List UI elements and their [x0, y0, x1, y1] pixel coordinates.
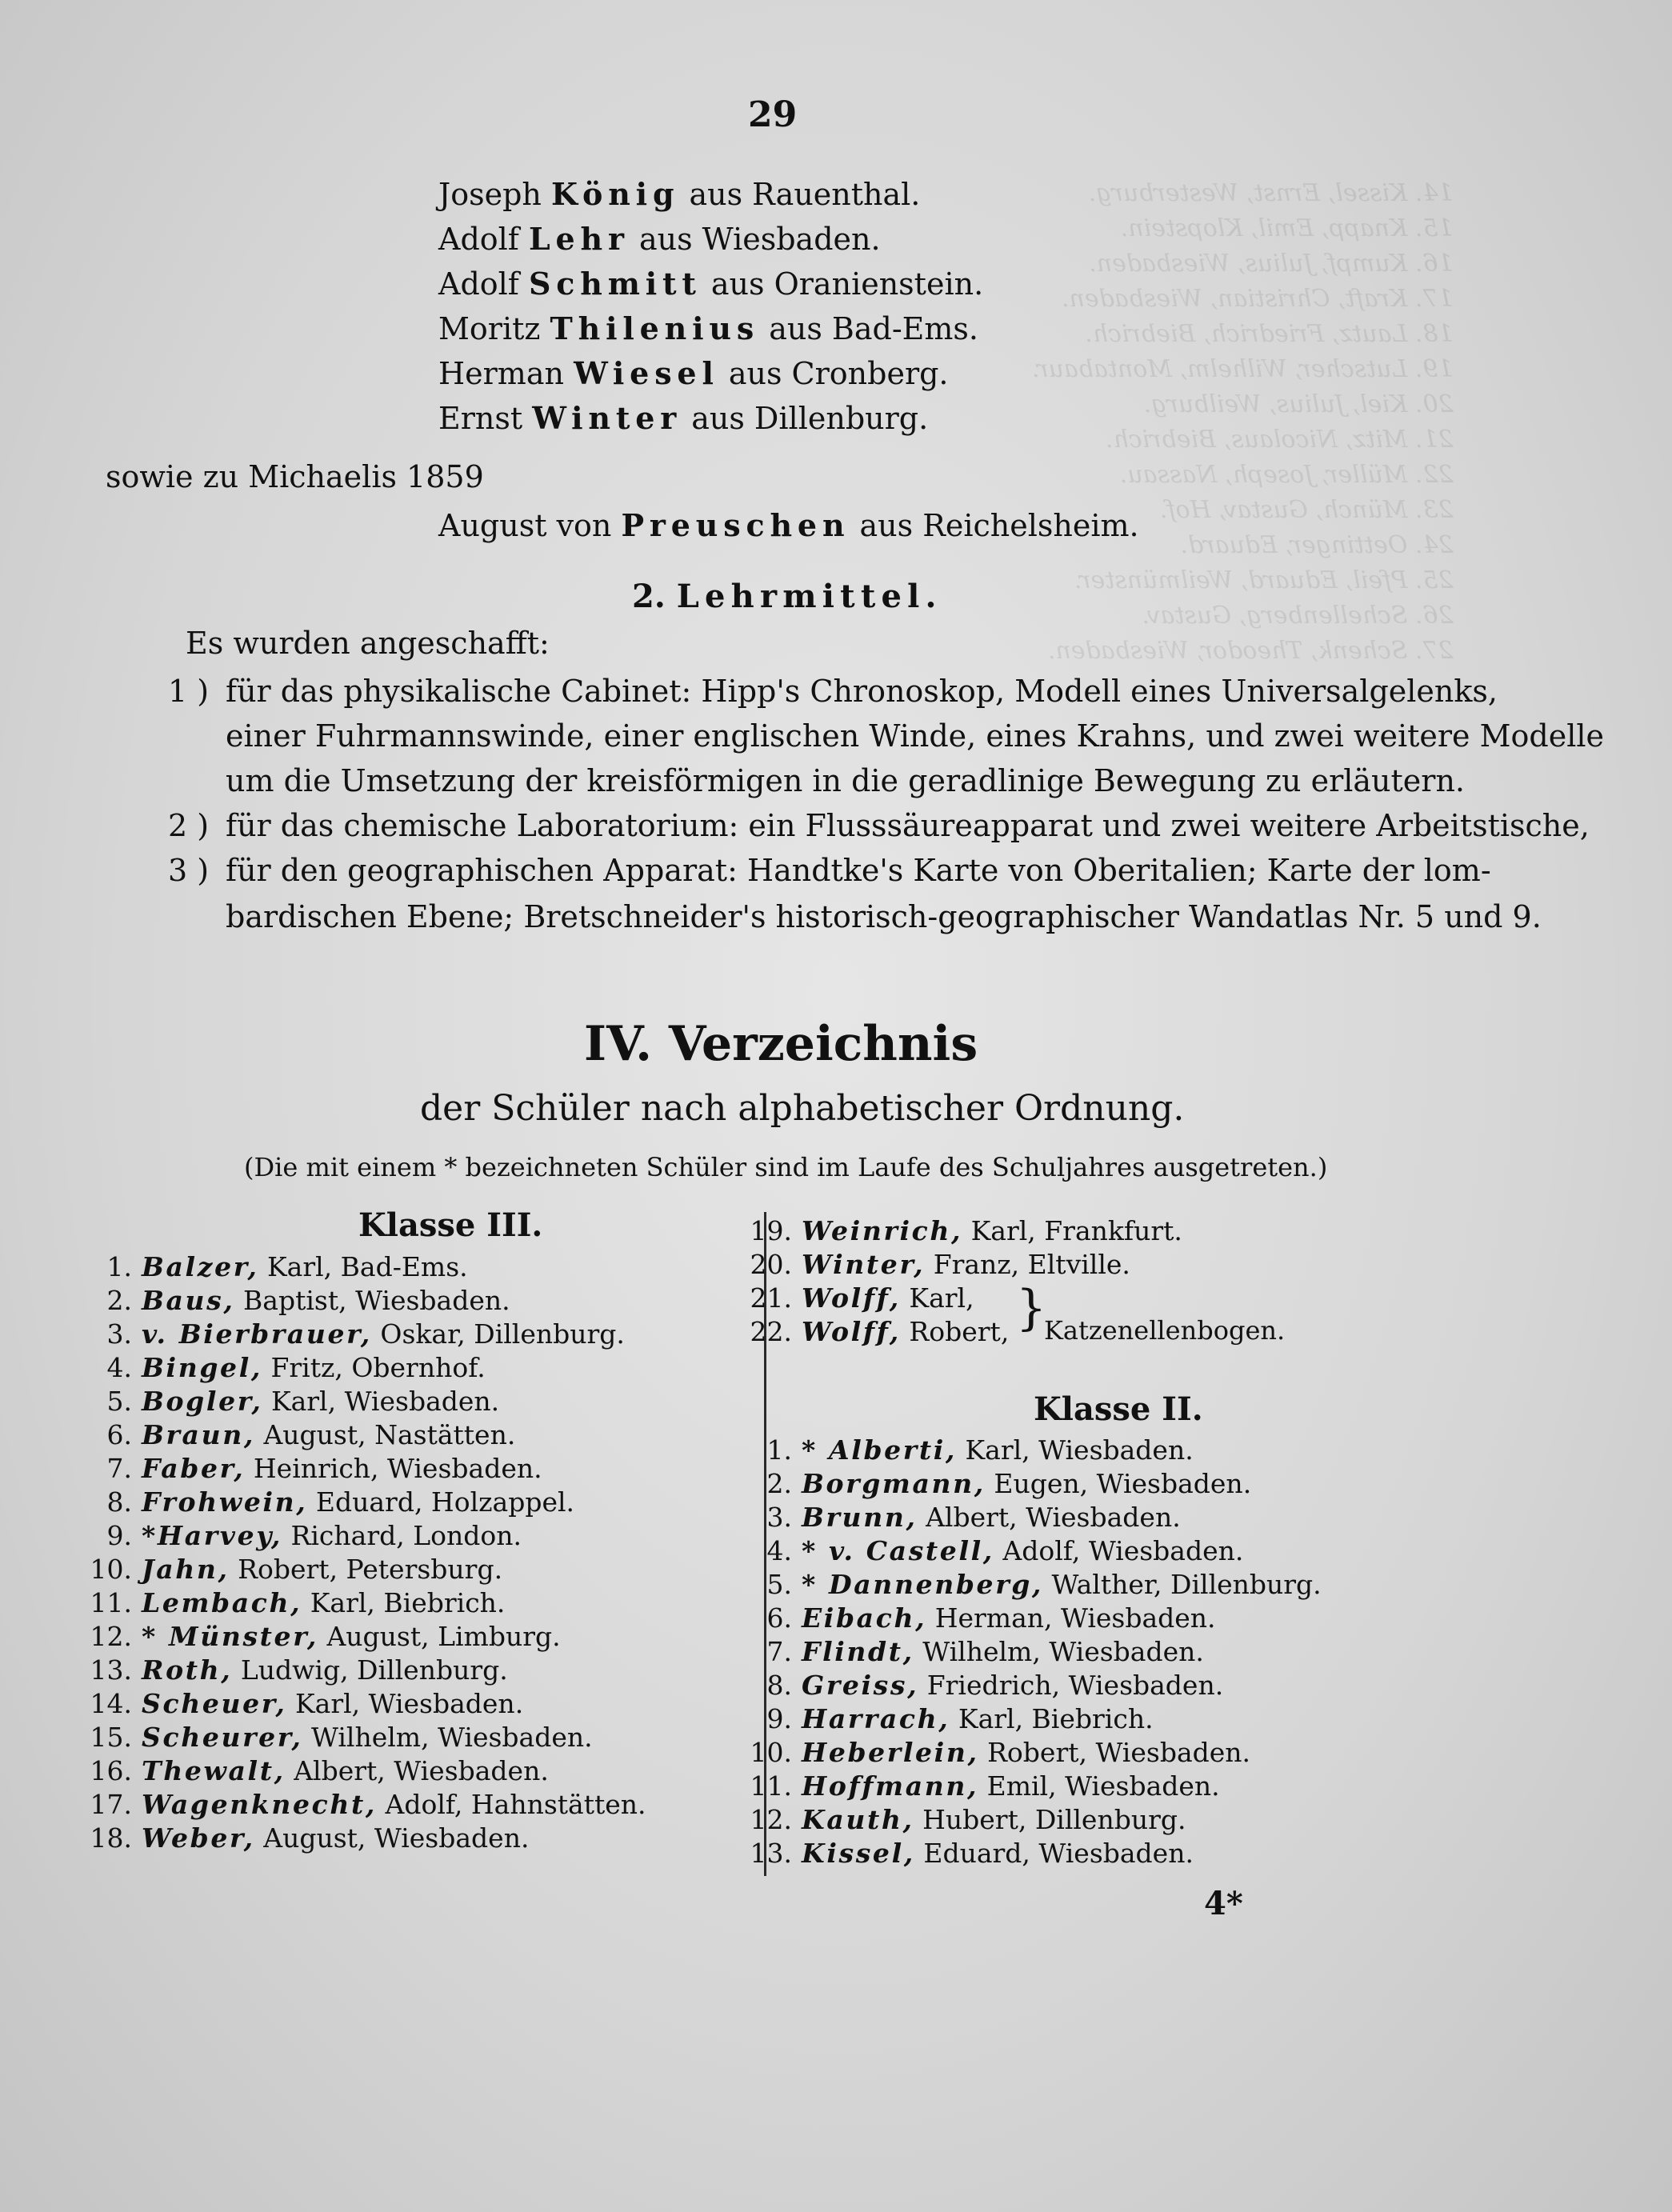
student-entry	[84, 1788, 646, 1822]
student-details: Oskar, Dillenburg.	[371, 1318, 625, 1350]
student-details: Fritz, Obernhof.	[262, 1352, 486, 1383]
student-entry	[84, 1586, 646, 1620]
student-surname: * v. Castell,	[802, 1535, 994, 1566]
student-number: 9.	[766, 1703, 792, 1734]
student-details: Eduard, Wiesbaden.	[914, 1838, 1194, 1869]
student-details: Karl, Biebrich.	[950, 1703, 1154, 1734]
graduate-line: Joseph König aus Rauenthal.	[438, 176, 921, 212]
student-entry	[744, 1602, 1322, 1635]
section-intro: Es wurden angeschafft:	[186, 626, 550, 661]
page-number: 29	[748, 94, 798, 135]
graduate-line: Adolf Schmitt aus Oranienstein.	[438, 266, 984, 302]
student-details: Adolf, Wiesbaden.	[994, 1535, 1244, 1566]
student-number: 15.	[90, 1722, 132, 1753]
student-number: 19.	[750, 1215, 792, 1246]
student-details: Karl, Biebrich.	[302, 1587, 506, 1618]
student-number: 12.	[90, 1621, 132, 1652]
student-surname: Harrach,	[802, 1703, 950, 1734]
student-surname: Kissel,	[802, 1838, 915, 1869]
student-surname: * Dannenberg,	[802, 1569, 1044, 1600]
michaelis-graduate: August von Preuschen aus Reichelsheim.	[438, 507, 1139, 543]
student-surname: v. Bierbrauer,	[142, 1318, 372, 1350]
student-number: 10.	[90, 1554, 132, 1585]
student-surname: Weber,	[142, 1822, 255, 1854]
student-entry	[744, 1702, 1322, 1736]
student-surname: Borgmann,	[802, 1468, 986, 1499]
klasse-2-heading: Klasse II.	[1034, 1390, 1203, 1428]
student-number: 3.	[106, 1318, 132, 1350]
student-entry	[744, 1248, 1182, 1282]
wolff-place: Katzenellenbogen.	[1044, 1315, 1286, 1346]
student-surname: Wagenknecht,	[142, 1789, 377, 1820]
student-number: 1.	[106, 1251, 132, 1282]
student-number: 5.	[106, 1386, 132, 1417]
section-heading-lehrmittel: 2. Lehrmittel.	[632, 578, 942, 615]
item-number: 2 )	[168, 808, 210, 843]
student-number: 9.	[106, 1520, 132, 1551]
item-line: für das physikalische Cabinet: Hipp's Chronoskop, Modell eines Universalgelenks,	[226, 674, 1498, 709]
student-details: Ludwig, Dillenburg.	[232, 1654, 508, 1686]
student-surname: Balzer,	[142, 1251, 259, 1282]
student-details: Karl, Wiesbaden.	[286, 1688, 524, 1719]
student-number: 22.	[750, 1316, 792, 1347]
student-details: Friedrich, Wiesbaden.	[918, 1670, 1224, 1701]
student-entry	[84, 1452, 646, 1486]
student-surname: Bogler,	[142, 1386, 263, 1417]
student-number: 11.	[750, 1770, 792, 1802]
student-number: 7.	[106, 1453, 132, 1484]
student-number: 5.	[766, 1569, 792, 1600]
item-line: für das chemische Laboratorium: ein Flusssäureapparat und zwei weitere Arbeitstische,	[226, 808, 1590, 843]
item-number: 1 )	[168, 674, 210, 709]
student-entry	[744, 1803, 1322, 1837]
student-surname: * Alberti,	[802, 1434, 958, 1466]
student-entry	[84, 1418, 646, 1452]
student-details: Karl, Frankfurt.	[962, 1215, 1182, 1246]
student-surname: Winter,	[802, 1249, 926, 1280]
student-number: 11.	[90, 1587, 132, 1618]
student-entry	[744, 1635, 1322, 1669]
student-number: 2.	[106, 1285, 132, 1316]
student-surname: Heberlein,	[802, 1737, 979, 1768]
student-details: Karl,	[900, 1282, 974, 1314]
student-details: Herman, Wiesbaden.	[926, 1602, 1216, 1634]
student-entry	[84, 1721, 646, 1754]
student-surname: Greiss,	[802, 1670, 919, 1701]
klasse-2-list	[744, 1434, 1322, 1870]
item-number: 3 )	[168, 853, 210, 888]
student-entry	[744, 1534, 1322, 1568]
student-entry	[744, 1501, 1322, 1534]
item-line: bardischen Ebene; Bretschneider's historisch-geographischer Wandatlas Nr. 5 und 9.	[226, 899, 1542, 934]
section-title: IV. Verzeichnis	[584, 1016, 978, 1072]
student-entry	[744, 1568, 1322, 1602]
student-surname: Frohwein,	[142, 1486, 308, 1518]
student-number: 4.	[106, 1352, 132, 1383]
student-entry	[84, 1654, 646, 1687]
student-number: 7.	[766, 1636, 792, 1667]
section-subtitle: der Schüler nach alphabetischer Ordnung.	[420, 1088, 1185, 1129]
student-surname: Lembach,	[142, 1587, 302, 1618]
student-surname: *Harvey,	[142, 1520, 283, 1551]
michaelis-intro: sowie zu Michaelis 1859	[106, 459, 484, 494]
bleed-through-texture: 14. Kissel, Ernst, Westerburg. 15. Knapp, Emil, Klopstein. 16. Kumpf, Julius, Wiesbaden. 17. Kraft, Christian, Wiesbaden. 18. Lautz, Friedrich, Biebrich. 19. Lutscher, Wilhelm, Montabaur. 20. Kiel, Julius, Weilburg. 21. Mitz, Nicolaus, Biebrich. 22. Müller, Joseph, Nassau. 23. Münch, Gustav, Hof. 24. Oettinger, Eduard. 25. Pfeil, Eduard, Weilmünster. 26. Schellenberg, Gustav. 27. Schenk, Theodor, Wiesbaden.	[1032, 179, 1454, 665]
student-entry	[744, 1837, 1322, 1870]
student-details: Karl, Wiesbaden.	[262, 1386, 500, 1417]
section-note: (Die mit einem * bezeichneten Schüler sind im Laufe des Schuljahres ausgetreten.)	[244, 1152, 1328, 1182]
student-surname: Braun,	[142, 1419, 255, 1450]
student-details: August, Limburg.	[318, 1621, 561, 1652]
student-number: 20.	[750, 1249, 792, 1280]
student-details: Karl, Bad-Ems.	[258, 1251, 468, 1282]
student-surname: Kauth,	[802, 1804, 914, 1835]
student-entry	[84, 1687, 646, 1721]
klasse-3-list	[84, 1250, 646, 1855]
student-entry	[84, 1318, 646, 1351]
graduate-line: Moritz Thilenius aus Bad-Ems.	[438, 310, 979, 346]
student-entry	[84, 1284, 646, 1318]
student-details: Adolf, Hahnstätten.	[377, 1789, 646, 1820]
student-surname: Flindt,	[802, 1636, 914, 1667]
student-details: Baptist, Wiesbaden.	[234, 1285, 510, 1316]
student-details: Richard, London.	[282, 1520, 522, 1551]
student-details: Albert, Wiesbaden.	[285, 1755, 549, 1786]
student-entry	[744, 1467, 1322, 1501]
student-entry	[744, 1282, 1182, 1315]
student-surname: * Münster,	[142, 1621, 318, 1652]
student-details: Robert, Petersburg.	[229, 1554, 503, 1585]
student-surname: Bingel,	[142, 1352, 262, 1383]
student-details: Emil, Wiesbaden.	[978, 1770, 1220, 1802]
student-surname: Baus,	[142, 1285, 235, 1316]
student-details: Franz, Eltville.	[925, 1249, 1130, 1280]
student-number: 8.	[106, 1486, 132, 1518]
student-number: 8.	[766, 1670, 792, 1701]
student-details: Wilhelm, Wiesbaden.	[302, 1722, 593, 1753]
student-entry	[84, 1754, 646, 1788]
student-number: 13.	[90, 1654, 132, 1686]
item-line: für den geographischen Apparat: Handtke's Karte von Oberitalien; Karte der lom-	[226, 853, 1491, 888]
student-surname: Brunn,	[802, 1502, 918, 1533]
student-entry	[84, 1822, 646, 1855]
klasse-3-heading: Klasse III.	[358, 1206, 543, 1244]
graduate-line: Herman Wiesel aus Cronberg.	[438, 355, 949, 391]
student-number: 4.	[766, 1535, 792, 1566]
student-entry	[84, 1385, 646, 1418]
student-surname: Wolff,	[802, 1282, 901, 1314]
student-surname: Wolff,	[802, 1316, 901, 1347]
student-details: Hubert, Dillenburg.	[914, 1804, 1186, 1835]
student-surname: Hoffmann,	[802, 1770, 979, 1802]
graduate-line: Adolf Lehr aus Wiesbaden.	[438, 221, 881, 257]
student-number: 1.	[766, 1434, 792, 1466]
student-entry	[744, 1434, 1322, 1467]
student-entry	[84, 1620, 646, 1654]
student-surname: Jahn,	[142, 1554, 230, 1585]
student-details: Wilhelm, Wiesbaden.	[914, 1636, 1204, 1667]
student-details: Walther, Dillenburg.	[1043, 1569, 1322, 1600]
student-surname: Weinrich,	[802, 1215, 963, 1246]
item-line: einer Fuhrmannswinde, einer englischen Winde, eines Krahns, und zwei weitere Modelle	[226, 718, 1604, 754]
student-number: 10.	[750, 1737, 792, 1768]
student-number: 16.	[90, 1755, 132, 1786]
student-entry	[84, 1519, 646, 1553]
student-number: 14.	[90, 1688, 132, 1719]
student-number: 2.	[766, 1468, 792, 1499]
student-entry	[84, 1486, 646, 1519]
student-details: Robert,	[900, 1316, 1010, 1347]
student-number: 6.	[766, 1602, 792, 1634]
student-surname: Roth,	[142, 1654, 233, 1686]
student-details: Eduard, Holzappel.	[307, 1486, 575, 1518]
student-entry	[744, 1736, 1322, 1770]
item-line: um die Umsetzung der kreisförmigen in die geradlinige Bewegung zu erläutern.	[226, 763, 1466, 798]
graduate-line: Ernst Winter aus Dillenburg.	[438, 400, 929, 436]
student-entry	[84, 1553, 646, 1586]
student-number: 13.	[750, 1838, 792, 1869]
signature-mark: 4*	[1204, 1885, 1243, 1922]
student-surname: Faber,	[142, 1453, 246, 1484]
student-details: Robert, Wiesbaden.	[978, 1737, 1251, 1768]
student-details: Heinrich, Wiesbaden.	[245, 1453, 542, 1484]
student-entry	[744, 1669, 1322, 1702]
student-number: 12.	[750, 1804, 792, 1835]
student-surname: Scheuer,	[142, 1688, 287, 1719]
student-entry	[84, 1351, 646, 1385]
student-details: Karl, Wiesbaden.	[957, 1434, 1194, 1466]
student-details: August, Nastätten.	[254, 1419, 516, 1450]
student-entry	[84, 1250, 646, 1284]
student-number: 21.	[750, 1282, 792, 1314]
student-details: August, Wiesbaden.	[254, 1822, 530, 1854]
student-details: Albert, Wiesbaden.	[917, 1502, 1181, 1533]
student-number: 17.	[90, 1789, 132, 1820]
student-number: 6.	[106, 1419, 132, 1450]
brace-symbol: }	[1016, 1280, 1047, 1336]
student-entry	[744, 1214, 1182, 1248]
student-number: 3.	[766, 1502, 792, 1533]
student-surname: Scheurer,	[142, 1722, 303, 1753]
student-details: Eugen, Wiesbaden.	[985, 1468, 1252, 1499]
student-surname: Eibach,	[802, 1602, 927, 1634]
student-surname: Thewalt,	[142, 1755, 286, 1786]
student-entry	[744, 1770, 1322, 1803]
student-number: 18.	[90, 1822, 132, 1854]
